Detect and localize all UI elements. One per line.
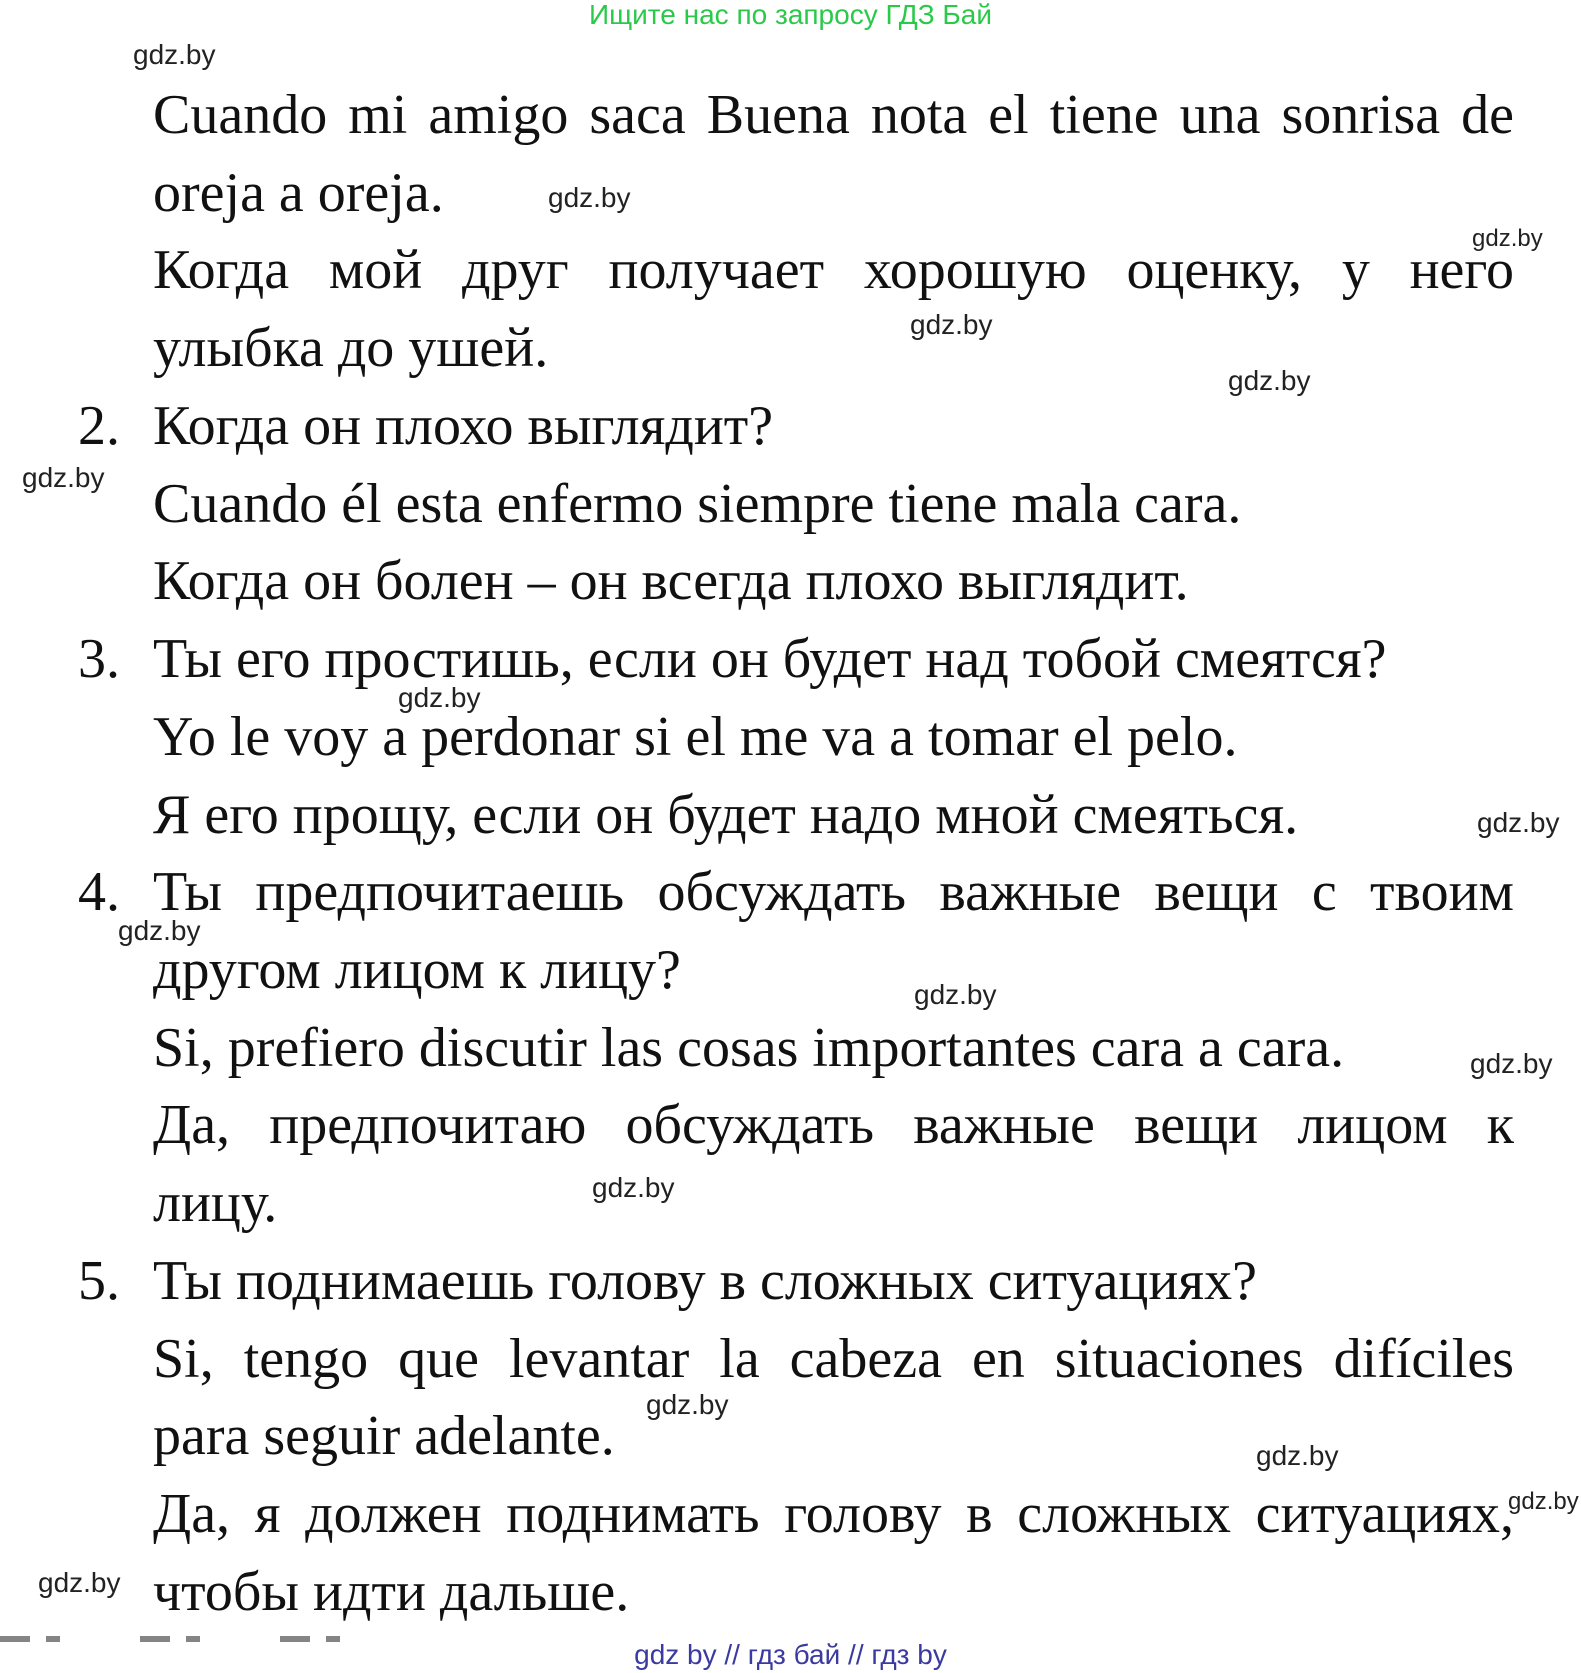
answer-line: Cuando mi amigo saca Buena nota el tiene una sonrisa de bbox=[153, 84, 1514, 146]
question-line: Ты его простишь, если он будет над тобой смеятся? bbox=[153, 628, 1387, 690]
translation-line: Когда он болен – он всегда плохо выглядит. bbox=[153, 550, 1189, 612]
watermark: gdz.by bbox=[646, 1389, 729, 1420]
item-number: 4. bbox=[78, 861, 120, 923]
watermark: gdz.by bbox=[22, 462, 105, 493]
translation-line: Я его прощу, если он будет надо мной смеяться. bbox=[153, 784, 1299, 846]
translation-line: Да, предпочитаю обсуждать важные вещи лицом к bbox=[153, 1094, 1514, 1156]
question-line: Когда он плохо выглядит? bbox=[153, 395, 774, 457]
watermark: gdz.by bbox=[1228, 365, 1311, 396]
watermark: gdz.by bbox=[38, 1567, 121, 1598]
watermark: gdz.by bbox=[910, 309, 993, 340]
watermark: gdz.by bbox=[548, 182, 631, 213]
translation-line: чтобы идти дальше. bbox=[153, 1561, 630, 1623]
answer-line: Si, prefiero discutir las cosas importantes cara a cara. bbox=[153, 1017, 1345, 1079]
item-number: 2. bbox=[78, 395, 120, 457]
answer-line: Si, tengo que levantar la cabeza en situaciones difíciles bbox=[153, 1328, 1514, 1390]
answer-line: Yo le voy a perdonar si el me va a tomar el pelo. bbox=[153, 706, 1238, 768]
answer-line: Cuando él esta enfermo siempre tiene mala cara. bbox=[153, 473, 1242, 535]
watermark: gdz.by bbox=[914, 979, 997, 1010]
footer-links[interactable]: gdz by // гдз бай // гдз by bbox=[634, 1639, 947, 1670]
watermark: gdz.by bbox=[1470, 1048, 1553, 1079]
answer-line: para seguir adelante. bbox=[153, 1405, 615, 1467]
question-line: другом лицом к лицу? bbox=[153, 939, 681, 1001]
watermark: gdz.by bbox=[1472, 225, 1543, 252]
translation-line: улыбка до ушей. bbox=[153, 317, 549, 379]
question-line: Ты поднимаешь голову в сложных ситуациях? bbox=[153, 1250, 1257, 1312]
watermark: gdz.by bbox=[398, 682, 481, 713]
question-line: Ты предпочитаешь обсуждать важные вещи с твоим bbox=[153, 861, 1514, 923]
item-number: 3. bbox=[78, 628, 120, 690]
translation-line: лицу. bbox=[153, 1172, 278, 1234]
answer-line: oreja a oreja. bbox=[153, 162, 444, 224]
watermark: gdz.by bbox=[1477, 807, 1560, 838]
watermark: gdz.by bbox=[118, 915, 201, 946]
watermark: gdz.by bbox=[1256, 1440, 1339, 1471]
item-number: 5. bbox=[78, 1250, 120, 1312]
translation-line: Да, я должен поднимать голову в сложных ситуациях, bbox=[153, 1483, 1514, 1545]
translation-line: Когда мой друг получает хорошую оценку, у него bbox=[153, 239, 1514, 301]
watermark: gdz.by bbox=[592, 1172, 675, 1203]
watermark: gdz.by bbox=[133, 39, 216, 70]
watermark: gdz.by bbox=[1508, 1488, 1579, 1515]
top-banner[interactable]: Ищите нас по запросу ГДЗ Бай bbox=[588, 0, 993, 30]
